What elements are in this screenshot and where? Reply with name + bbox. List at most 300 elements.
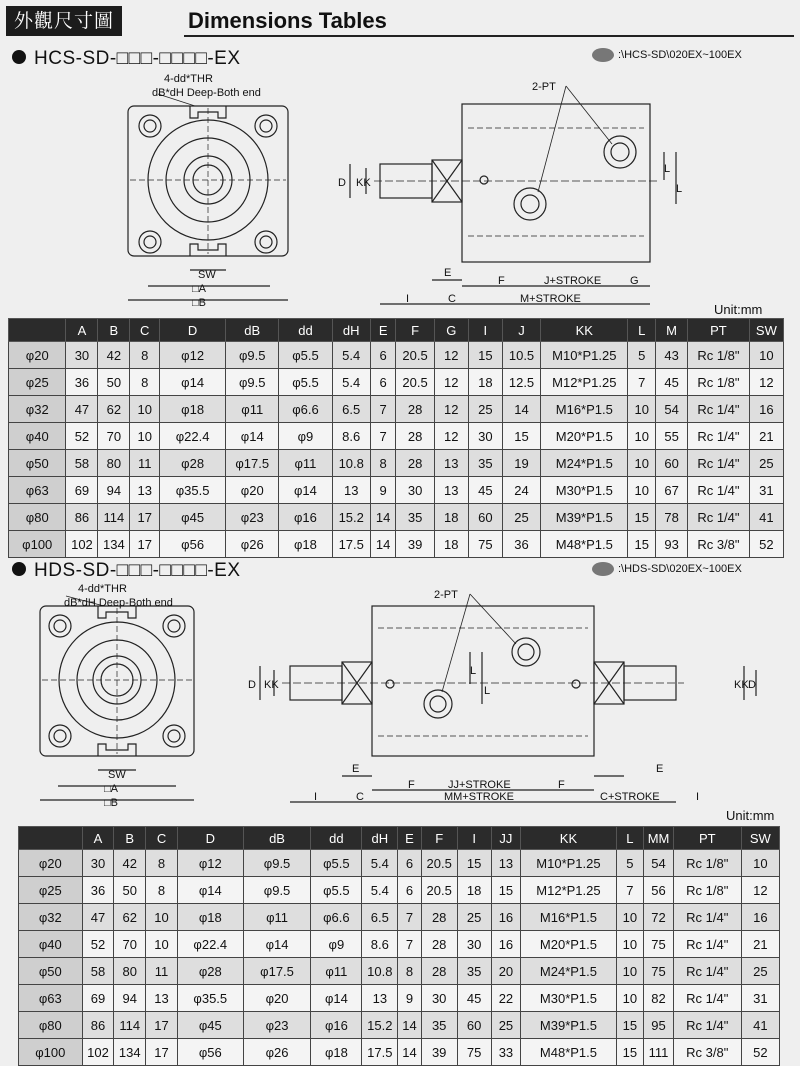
table-cell: 30 — [421, 985, 457, 1012]
table-cell: 15 — [468, 342, 502, 369]
table-cell: 10 — [146, 931, 178, 958]
table-cell: Rc 1/8" — [673, 850, 741, 877]
table-cell: φ17.5 — [226, 450, 279, 477]
table-cell: φ11 — [243, 904, 311, 931]
table-cell: Rc 1/4" — [673, 958, 741, 985]
label-mstroke: M+STROKE — [520, 293, 581, 305]
table-cell: 36 — [66, 369, 98, 396]
table-cell: 5 — [616, 850, 644, 877]
table-cell: φ5.5 — [279, 342, 332, 369]
table-cell: φ5.5 — [311, 877, 362, 904]
bore-size-cell: φ80 — [19, 1012, 83, 1039]
table-cell: φ17.5 — [243, 958, 311, 985]
label-pt: 2-PT — [434, 589, 458, 601]
bore-size-cell: φ100 — [9, 531, 66, 558]
table-cell: M16*P1.5 — [541, 396, 628, 423]
table-cell: 18 — [457, 877, 491, 904]
label-cstroke: C+STROKE — [600, 791, 660, 803]
table-row — [9, 369, 784, 396]
table-cell: 7 — [616, 877, 644, 904]
table-row — [19, 958, 780, 985]
table-cell: 13 — [491, 850, 521, 877]
label-thread: 4-dd*THR — [78, 583, 127, 595]
table-cell: M16*P1.5 — [521, 904, 616, 931]
table-cell: M24*P1.5 — [541, 450, 628, 477]
table-cell: 7 — [370, 423, 396, 450]
table-cell: 75 — [644, 958, 674, 985]
table-cell: 56 — [644, 877, 674, 904]
header-chinese-title: 外觀尺寸圖 — [6, 6, 122, 36]
bore-size-cell: φ32 — [9, 396, 66, 423]
table-cell: Rc 1/4" — [673, 931, 741, 958]
label-d: D — [248, 679, 256, 691]
label-i: I — [406, 293, 410, 305]
table-cell: 8 — [146, 877, 178, 904]
table-cell: 13 — [146, 985, 178, 1012]
table-cell: 15 — [491, 877, 521, 904]
column-header: KK — [541, 319, 628, 342]
table-cell: M30*P1.5 — [541, 477, 628, 504]
table-cell: 95 — [644, 1012, 674, 1039]
table-cell: φ28 — [177, 958, 243, 985]
table-cell: 5 — [628, 342, 656, 369]
table-cell: 17 — [146, 1012, 178, 1039]
column-header: PT — [688, 319, 750, 342]
table-row — [9, 342, 784, 369]
column-header: C — [130, 319, 160, 342]
label-l2: L — [484, 685, 491, 697]
table-cell: 12 — [749, 369, 783, 396]
table-cell: 10 — [130, 423, 160, 450]
table-cell: 80 — [114, 958, 146, 985]
table-cell: Rc 1/4" — [688, 396, 750, 423]
column-header: B — [98, 319, 130, 342]
table-cell: 15 — [628, 504, 656, 531]
table-cell: 20.5 — [396, 342, 434, 369]
column-header: dB — [226, 319, 279, 342]
table-cell: 55 — [656, 423, 688, 450]
table-cell: 9 — [398, 985, 421, 1012]
label-l2: L — [676, 183, 683, 195]
table-cell: 52 — [741, 1039, 779, 1066]
table-cell: 30 — [468, 423, 502, 450]
table-cell: 58 — [66, 450, 98, 477]
table-cell: 10 — [616, 904, 644, 931]
table-cell: 78 — [656, 504, 688, 531]
column-header: D — [160, 319, 226, 342]
unit-label-hcs: Unit:mm — [714, 302, 763, 317]
table-cell: 21 — [741, 931, 779, 958]
table-cell: Rc 1/4" — [673, 1012, 741, 1039]
cad-path-hcs: :\HCS-SD\020EX~100EX — [592, 48, 742, 62]
table-cell: 18 — [468, 369, 502, 396]
column-header: I — [457, 827, 491, 850]
table-cell: 70 — [114, 931, 146, 958]
cad-path-hds: :\HDS-SD\020EX~100EX — [592, 562, 742, 576]
table-cell: M24*P1.5 — [521, 958, 616, 985]
table-cell: 50 — [114, 877, 146, 904]
table-cell: φ18 — [279, 531, 332, 558]
table-cell: 35 — [421, 1012, 457, 1039]
label-mmstroke: MM+STROKE — [444, 791, 514, 803]
table-cell: 13 — [434, 450, 468, 477]
table-cell: 82 — [644, 985, 674, 1012]
table-row — [19, 850, 780, 877]
column-header: KK — [521, 827, 616, 850]
table-cell: 30 — [66, 342, 98, 369]
table-row — [19, 1039, 780, 1066]
column-header: L — [628, 319, 656, 342]
table-cell: 28 — [396, 423, 434, 450]
table-cell: 69 — [82, 985, 114, 1012]
table-cell: 20.5 — [421, 850, 457, 877]
table-row — [9, 396, 784, 423]
table-cell: 20 — [491, 958, 521, 985]
table-cell: 10.8 — [362, 958, 398, 985]
label-a: □A — [192, 283, 206, 295]
table-cell: 10 — [628, 477, 656, 504]
label-l1: L — [470, 665, 477, 677]
table-cell: 72 — [644, 904, 674, 931]
table-cell: 102 — [82, 1039, 114, 1066]
table-cell: 54 — [644, 850, 674, 877]
table-cell: 7 — [398, 931, 421, 958]
column-header: F — [421, 827, 457, 850]
table-cell: φ6.6 — [279, 396, 332, 423]
label-kk: KK — [264, 679, 279, 691]
table-cell: 13 — [130, 477, 160, 504]
label-f: F — [408, 779, 415, 791]
table-cell: 16 — [741, 904, 779, 931]
table-cell: 13 — [332, 477, 370, 504]
table-cell: 10 — [616, 958, 644, 985]
table-cell: 114 — [114, 1012, 146, 1039]
table-cell: φ14 — [243, 931, 311, 958]
label-e: E — [352, 763, 360, 775]
table-cell: φ14 — [311, 985, 362, 1012]
header-rule — [184, 35, 794, 37]
table-cell: 8.6 — [362, 931, 398, 958]
table-cell: φ28 — [160, 450, 226, 477]
table-cell: 35 — [457, 958, 491, 985]
table-cell: 50 — [98, 369, 130, 396]
bore-size-cell: φ32 — [19, 904, 83, 931]
table-cell: 15 — [457, 850, 491, 877]
table-cell: 15 — [502, 423, 540, 450]
table-cell: 134 — [98, 531, 130, 558]
column-header: D — [177, 827, 243, 850]
series-title-hcs: HCS-SD-□□□-□□□□-EX — [12, 48, 241, 70]
label-deep: dB*dH Deep-Both end — [152, 87, 261, 99]
table-cell: φ12 — [160, 342, 226, 369]
table-cell: φ9.5 — [226, 369, 279, 396]
table-cell: φ45 — [177, 1012, 243, 1039]
table-row — [19, 904, 780, 931]
table-cell: 17 — [146, 1039, 178, 1066]
table-cell: 62 — [98, 396, 130, 423]
table-cell: φ56 — [160, 531, 226, 558]
bore-size-cell: φ100 — [19, 1039, 83, 1066]
table-cell: M48*P1.5 — [521, 1039, 616, 1066]
bore-size-cell: φ20 — [9, 342, 66, 369]
table-cell: φ56 — [177, 1039, 243, 1066]
table-cell: 8 — [130, 342, 160, 369]
table-row — [19, 1012, 780, 1039]
dimension-table-hcs — [8, 318, 784, 558]
table-cell: 10 — [749, 342, 783, 369]
table-cell: 28 — [421, 931, 457, 958]
column-header: MM — [644, 827, 674, 850]
drawing-hds — [0, 580, 800, 812]
table-cell: Rc 1/4" — [688, 477, 750, 504]
bore-size-cell: φ25 — [19, 877, 83, 904]
table-cell: 42 — [98, 342, 130, 369]
bore-size-cell: φ25 — [9, 369, 66, 396]
table-row — [9, 504, 784, 531]
column-header: F — [396, 319, 434, 342]
bore-size-cell: φ63 — [9, 477, 66, 504]
table-cell: 12.5 — [502, 369, 540, 396]
column-header: A — [82, 827, 114, 850]
table-cell: 24 — [502, 477, 540, 504]
table-cell: 111 — [644, 1039, 674, 1066]
table-cell: M39*P1.5 — [521, 1012, 616, 1039]
table-cell: 14 — [370, 504, 396, 531]
table-row — [19, 877, 780, 904]
table-cell: 60 — [656, 450, 688, 477]
table-cell: 17 — [130, 504, 160, 531]
table-cell: 30 — [82, 850, 114, 877]
table-cell: 36 — [82, 877, 114, 904]
table-cell: φ16 — [311, 1012, 362, 1039]
series-title-hds: HDS-SD-□□□-□□□□-EX — [12, 560, 241, 582]
table-cell: 58 — [82, 958, 114, 985]
column-header: JJ — [491, 827, 521, 850]
label-d2: D — [748, 679, 756, 691]
table-cell: 7 — [398, 904, 421, 931]
table-cell: φ6.6 — [311, 904, 362, 931]
table-cell: 102 — [66, 531, 98, 558]
column-header: C — [146, 827, 178, 850]
table-cell: 10 — [146, 904, 178, 931]
table-cell: φ35.5 — [160, 477, 226, 504]
table-cell: 39 — [396, 531, 434, 558]
column-header: dH — [362, 827, 398, 850]
table-cell: 6 — [370, 369, 396, 396]
bore-size-cell: φ63 — [19, 985, 83, 1012]
column-header: G — [434, 319, 468, 342]
table-cell: M10*P1.25 — [521, 850, 616, 877]
table-cell: 19 — [502, 450, 540, 477]
table-cell: 28 — [421, 904, 457, 931]
table-cell: 43 — [656, 342, 688, 369]
table-cell: 39 — [421, 1039, 457, 1066]
table-cell: 10 — [628, 423, 656, 450]
table-cell: 12 — [434, 342, 468, 369]
table-cell: 22 — [491, 985, 521, 1012]
table-cell: Rc 1/8" — [688, 369, 750, 396]
bore-size-cell: φ40 — [19, 931, 83, 958]
table-cell: 31 — [749, 477, 783, 504]
table-cell: 93 — [656, 531, 688, 558]
table-cell: 10.8 — [332, 450, 370, 477]
column-header: SW — [741, 827, 779, 850]
table-cell: 86 — [82, 1012, 114, 1039]
table-cell: φ11 — [226, 396, 279, 423]
table-cell: 8 — [146, 850, 178, 877]
table-cell: 36 — [502, 531, 540, 558]
bullet-icon — [12, 562, 26, 576]
table-cell: φ18 — [177, 904, 243, 931]
label-d: D — [338, 177, 346, 189]
column-header: dd — [311, 827, 362, 850]
column-header: A — [66, 319, 98, 342]
cd-disk-icon — [592, 48, 614, 62]
table-cell: 7 — [628, 369, 656, 396]
table-cell: 54 — [656, 396, 688, 423]
table-cell: 25 — [749, 450, 783, 477]
table-cell: 114 — [98, 504, 130, 531]
table-cell: 16 — [491, 931, 521, 958]
label-l1: L — [664, 163, 671, 175]
column-header — [19, 827, 83, 850]
table-cell: 20.5 — [421, 877, 457, 904]
column-header: dd — [279, 319, 332, 342]
table-cell: 10 — [130, 396, 160, 423]
table-cell: 20.5 — [396, 369, 434, 396]
table-cell: φ22.4 — [177, 931, 243, 958]
table-cell: 60 — [457, 1012, 491, 1039]
table-cell: 47 — [82, 904, 114, 931]
table-cell: Rc 1/4" — [673, 904, 741, 931]
label-f2: F — [558, 779, 565, 791]
label-b: □B — [192, 297, 206, 309]
table-cell: 47 — [66, 396, 98, 423]
table-cell: 8.6 — [332, 423, 370, 450]
bore-size-cell: φ20 — [19, 850, 83, 877]
label-kk2: KK — [734, 679, 749, 691]
table-cell: φ18 — [160, 396, 226, 423]
column-header: dB — [243, 827, 311, 850]
table-cell: M20*P1.5 — [541, 423, 628, 450]
table-cell: φ20 — [243, 985, 311, 1012]
label-c: C — [448, 293, 456, 305]
table-cell: 45 — [457, 985, 491, 1012]
table-header-row — [9, 319, 784, 342]
label-e2: E — [656, 763, 664, 775]
table-cell: M10*P1.25 — [541, 342, 628, 369]
table-cell: 35 — [396, 504, 434, 531]
table-cell: 25 — [457, 904, 491, 931]
table-cell: 15 — [628, 531, 656, 558]
table-cell: 33 — [491, 1039, 521, 1066]
table-cell: M48*P1.5 — [541, 531, 628, 558]
label-sw: SW — [108, 769, 126, 781]
table-cell: 86 — [66, 504, 98, 531]
table-cell: 6 — [370, 342, 396, 369]
table-cell: 8 — [130, 369, 160, 396]
table-cell: M12*P1.25 — [541, 369, 628, 396]
table-cell: 10 — [616, 931, 644, 958]
table-cell: Rc 3/8" — [688, 531, 750, 558]
table-row — [9, 450, 784, 477]
table-cell: 75 — [468, 531, 502, 558]
table-row — [9, 423, 784, 450]
table-cell: Rc 3/8" — [673, 1039, 741, 1066]
bore-size-cell: φ80 — [9, 504, 66, 531]
table-cell: Rc 1/8" — [688, 342, 750, 369]
table-cell: φ11 — [279, 450, 332, 477]
table-row — [9, 531, 784, 558]
table-cell: 10.5 — [502, 342, 540, 369]
table-cell: 31 — [741, 985, 779, 1012]
label-f: F — [498, 275, 505, 287]
table-cell: 52 — [749, 531, 783, 558]
bore-size-cell: φ40 — [9, 423, 66, 450]
table-cell: 16 — [749, 396, 783, 423]
label-c: C — [356, 791, 364, 803]
table-row — [19, 931, 780, 958]
table-cell: 12 — [434, 369, 468, 396]
table-cell: Rc 1/4" — [688, 423, 750, 450]
table-cell: 12 — [434, 423, 468, 450]
table-cell: 52 — [82, 931, 114, 958]
table-cell: 62 — [114, 904, 146, 931]
table-cell: 13 — [362, 985, 398, 1012]
table-cell: φ26 — [226, 531, 279, 558]
table-cell: 67 — [656, 477, 688, 504]
page-header — [6, 6, 794, 38]
table-cell: 12 — [434, 396, 468, 423]
table-cell: 18 — [434, 504, 468, 531]
table-cell: 28 — [396, 396, 434, 423]
label-e: E — [444, 267, 452, 279]
table-header-row — [19, 827, 780, 850]
table-cell: 75 — [457, 1039, 491, 1066]
table-cell: 75 — [644, 931, 674, 958]
table-cell: 25 — [491, 1012, 521, 1039]
table-cell: 45 — [468, 477, 502, 504]
table-cell: 94 — [114, 985, 146, 1012]
column-header: J — [502, 319, 540, 342]
table-cell: 21 — [749, 423, 783, 450]
table-cell: φ45 — [160, 504, 226, 531]
table-cell: 6.5 — [362, 904, 398, 931]
table-cell: φ14 — [226, 423, 279, 450]
table-cell: 15.2 — [362, 1012, 398, 1039]
table-cell: 16 — [491, 904, 521, 931]
table-cell: φ9 — [311, 931, 362, 958]
table-cell: 10 — [741, 850, 779, 877]
table-cell: Rc 1/4" — [688, 504, 750, 531]
column-header: dH — [332, 319, 370, 342]
table-cell: 35 — [468, 450, 502, 477]
table-cell: 15.2 — [332, 504, 370, 531]
unit-label-hds: Unit:mm — [726, 808, 775, 823]
table-cell: φ22.4 — [160, 423, 226, 450]
table-cell: 5.4 — [362, 850, 398, 877]
table-cell: 10 — [616, 985, 644, 1012]
table-cell: 12 — [741, 877, 779, 904]
label-b: □B — [104, 797, 118, 809]
table-cell: 10 — [628, 396, 656, 423]
label-i2: I — [696, 791, 700, 803]
column-header: L — [616, 827, 644, 850]
drawing-hcs — [0, 68, 800, 313]
table-cell: φ14 — [160, 369, 226, 396]
column-header: E — [370, 319, 396, 342]
table-cell: 25 — [468, 396, 502, 423]
